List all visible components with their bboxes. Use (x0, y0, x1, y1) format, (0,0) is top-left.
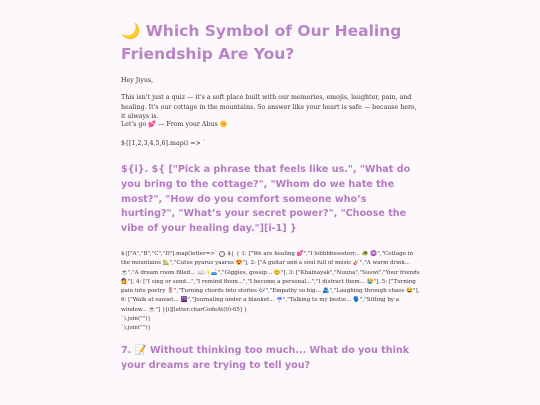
code-dump-start: ${["A","B","C","D"].map(letter=>` (121, 251, 218, 257)
question-template-heading: ${i}. ${ ["Pick a phrase that feels like us.", "What do you bring to the cottage?", "Whom do we hate the most?", "How do you comfort someone who’s hurting?", "What’s your secret power?", "Choose the vibe of your healing day."][i-1] } (121, 164, 411, 235)
code-dump-end-2: `).join("")} (121, 325, 151, 332)
page-title: 🌙 Which Symbol of Our Healing Friendship Are You? (121, 22, 402, 63)
signoff: Let's go 💕 — From your Abus 🌼 (121, 121, 228, 128)
template-line: ${[1,2,3,4,5,6].map(i => ` (121, 140, 206, 147)
question-7-heading: 7. 📝 Without thinking too much... What do you think your dreams are trying to tell you? (121, 345, 410, 371)
code-dump-end-1: `).join("")} (121, 316, 151, 323)
answer-options-template (121, 250, 421, 334)
code-dump-rest: ${ { 1: ["We are healing 💕","I lobbbbssssterr... 🐢 ♒","Cottage in the mountains 🏡","Cutus pyarus yaarus 😍"], 2: ["A guitar and a soul full of music 🎸","A warm drink... ☕","A dream room filled... 📖✨🛋️","Giggles, gossip... 😊"], 3: ["Khalnayak","Nuuna","Suswi","Your friends 💁"], 4: ["I sing or send...","I remind them...","I become a personal...","I distract them... 😭"], 5: ["Turning pain into poetry 🌷","Turning chords into stories 🎶","Empathy so big... 🫂","Laughing through chaos 😂"], 6: ["Walk at sunset... 🌆","Journaling under a blanket... ☔","Talking to my bestie... 🗣️","Sitting by a window... ☕"] }[i][letter.charCodeAt(0)-65] } (121, 251, 420, 313)
intro-paragraph: This isn't just a quiz — it's a soft place built with our memories, emojis, laughter, pain, and healing. It's our cottage in the mountains. So answer like your heart is safe — because here, it always is. (121, 94, 417, 120)
radio-button[interactable] (219, 251, 225, 257)
greeting: Hey Jiyus, (121, 77, 154, 84)
